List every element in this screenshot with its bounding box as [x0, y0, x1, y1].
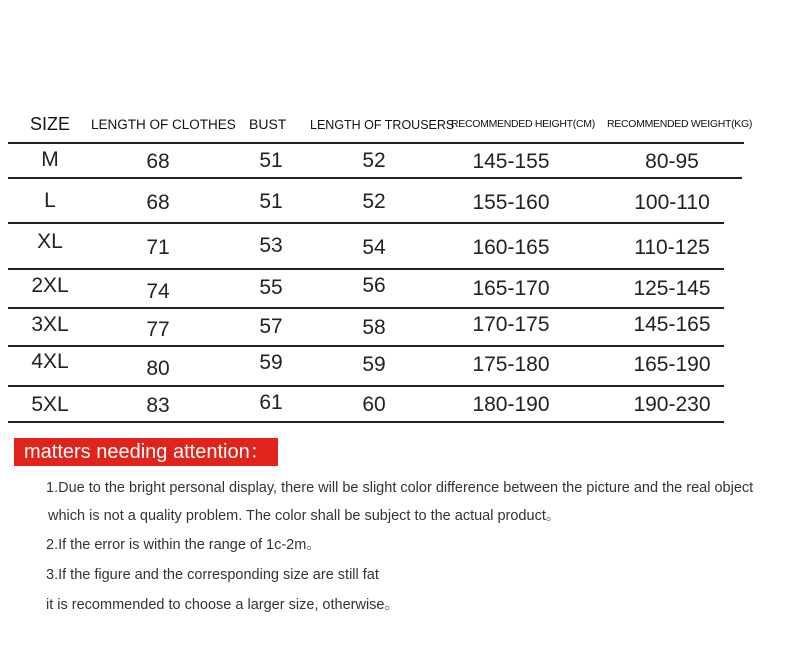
- cell-length: 74: [146, 280, 170, 303]
- cell-bust: 55: [259, 276, 283, 299]
- cell-bust: 57: [259, 315, 283, 338]
- cell-weight: 145-165: [633, 313, 711, 336]
- cell-weight: 100-110: [634, 191, 710, 214]
- cell-size: XL: [37, 230, 63, 253]
- header-size: SIZE: [30, 114, 71, 134]
- cell-height: 165-170: [472, 277, 550, 300]
- cell-length: 68: [146, 150, 170, 173]
- table-rule: [8, 142, 744, 144]
- cell-bust: 59: [259, 351, 283, 374]
- table-rule: [8, 345, 724, 347]
- header-recommended-height: RECOMMENDED HEIGHT(CM): [451, 118, 595, 130]
- cell-size: L: [44, 189, 56, 212]
- table-rule: [8, 222, 724, 224]
- cell-trousers: 58: [362, 316, 386, 339]
- cell-length: 68: [146, 191, 170, 214]
- cell-trousers: 52: [362, 149, 386, 172]
- cell-trousers: 56: [362, 274, 386, 297]
- cell-weight: 80-95: [645, 150, 699, 173]
- cell-weight: 190-230: [633, 393, 711, 416]
- table-rule: [8, 177, 742, 179]
- cell-bust: 51: [259, 149, 283, 172]
- cell-trousers: 52: [362, 190, 386, 213]
- cell-length: 77: [146, 318, 170, 341]
- cell-height: 155-160: [472, 191, 550, 214]
- header-bust: BUST: [249, 116, 287, 132]
- cell-weight: 110-125: [634, 236, 710, 259]
- note-line-3b: it is recommended to choose a larger size, otherwise。: [46, 597, 399, 613]
- cell-height: 145-155: [472, 150, 550, 173]
- cell-height: 175-180: [472, 353, 550, 376]
- cell-height: 170-175: [472, 313, 550, 336]
- cell-bust: 53: [259, 234, 283, 257]
- header-length-of-trousers: LENGTH OF TROUSERS: [310, 118, 455, 132]
- cell-size: M: [41, 148, 59, 171]
- notice-title-badge: matters needing attention：: [14, 438, 278, 466]
- header-recommended-weight: RECOMMENDED WEIGHT(KG): [607, 118, 753, 130]
- cell-size: 3XL: [31, 313, 69, 336]
- cell-height: 180-190: [472, 393, 550, 416]
- header-length-of-clothes: LENGTH OF CLOTHES: [91, 117, 236, 132]
- cell-length: 71: [146, 236, 170, 259]
- cell-length: 80: [146, 357, 170, 380]
- note-line-3a: 3.If the figure and the corresponding size are still fat: [46, 567, 379, 583]
- table-rule: [8, 268, 724, 270]
- cell-trousers: 60: [362, 393, 386, 416]
- table-rule: [8, 421, 724, 423]
- cell-weight: 125-145: [633, 277, 711, 300]
- cell-bust: 61: [259, 391, 283, 414]
- cell-size: 4XL: [31, 350, 69, 373]
- note-line-2: 2.If the error is within the range of 1c-2m。: [46, 537, 321, 553]
- note-line-1b: which is not a quality problem. The color shall be subject to the actual product。: [48, 508, 561, 524]
- table-rule: [8, 307, 724, 309]
- cell-bust: 51: [259, 190, 283, 213]
- cell-height: 160-165: [472, 236, 550, 259]
- cell-weight: 165-190: [633, 353, 711, 376]
- cell-trousers: 59: [362, 353, 386, 376]
- note-line-1a: 1.Due to the bright personal display, there will be slight color difference between the picture and the real object: [46, 480, 754, 496]
- cell-trousers: 54: [362, 236, 386, 259]
- cell-size: 2XL: [31, 274, 69, 297]
- cell-length: 83: [146, 394, 170, 417]
- cell-size: 5XL: [31, 393, 69, 416]
- table-rule: [8, 385, 724, 387]
